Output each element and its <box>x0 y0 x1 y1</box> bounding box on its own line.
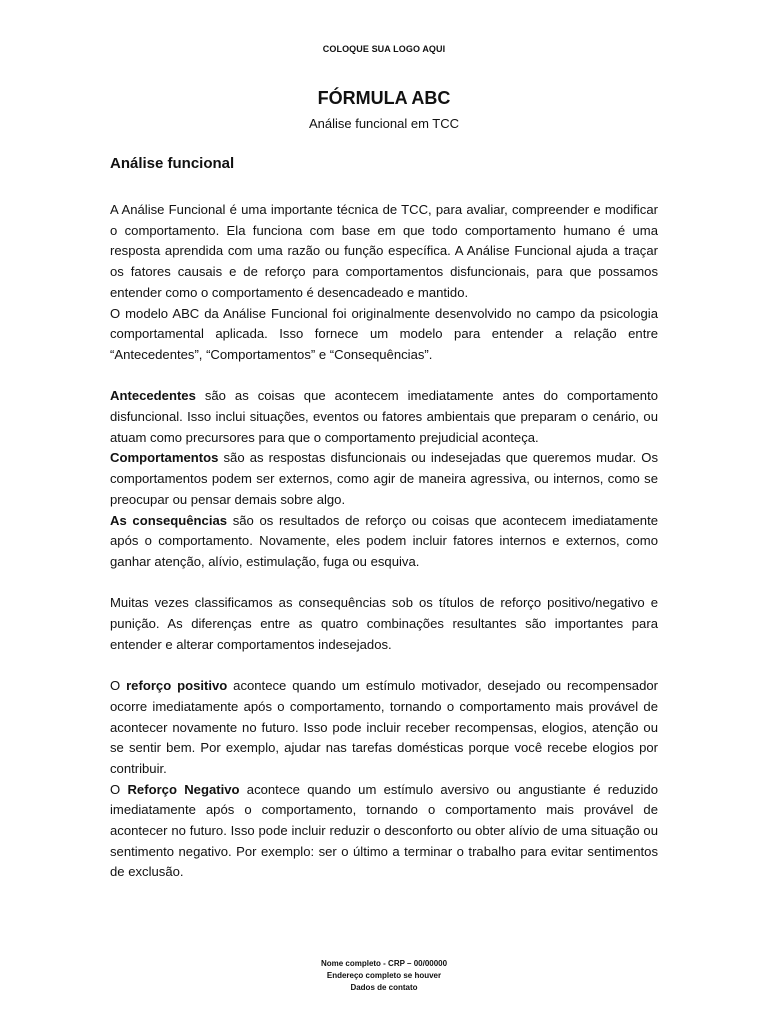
paragraph-intro: A Análise Funcional é uma importante técnica de TCC, para avaliar, compreender e modificar o comportamento. Ela funciona com base em que todo comportamento humano é uma resposta aprendida com uma razão ou função específica. A Análise Funcional ajuda a traçar os fatores causais e de reforço para comportamentos disfuncionais, para que possamos entender como o comportamento é desencadeado e mantido. <box>110 202 658 300</box>
term-comportamentos: Comportamentos <box>110 450 219 466</box>
paragraph-classificacao: Muitas vezes classificamos as consequências sob os títulos de reforço positivo/negativo e punição. As diferenças entre as quatro combinações resultantes são importantes para entender e alterar comportamentos indesejados. <box>110 595 658 652</box>
body-text <box>110 200 658 883</box>
logo-placeholder: COLOQUE SUA LOGO AQUI <box>322 44 446 54</box>
term-reforco-negativo: Reforço Negativo <box>127 781 240 797</box>
paragraph-reforco-positivo-text: acontece quando um estímulo motivador, desejado ou recompensador ocorre imediatamente após o comportamento, tornando o comportamento mais provável de acontecer novamente no futuro. Isso pode incluir receber recompensas, elogios, atenção ou se sentir bem. Por exemplo, ajudar nas tarefas domésticas porque você recebe elogios por contribuir. <box>110 678 658 776</box>
term-consequencias: As consequências <box>110 512 228 528</box>
term-reforco-positivo: reforço positivo <box>126 678 228 694</box>
paragraph-consequencias-text: são os resultados de reforço ou coisas que acontecem imediatamente após o comportamento. Novamente, eles podem incluir fatores internos e externos, como ganhar atenção, alívio, estimulação, fuga ou esquiva. <box>110 512 658 569</box>
paragraph-reforco-negativo-prefix: O <box>110 781 128 797</box>
paragraph-reforco-positivo <box>110 676 658 780</box>
paragraph-antecedentes <box>110 386 658 448</box>
page-subtitle: Análise funcional em TCC <box>308 116 460 131</box>
paragraph-reforco-negativo-text: acontece quando um estímulo aversivo ou angustiante é reduzido imediatamente após o comportamento, tornando o comportamento mais provável de acontecer no futuro. Isso pode incluir reduzir o desconforto ou obter alívio de uma situação ou sentimento negativo. Por exemplo: ser o último a terminar o trabalho para evitar sentimentos de exclusão. <box>110 781 658 880</box>
paragraph-reforco-negativo <box>110 780 658 884</box>
paragraph-comportamentos-text: são as respostas disfuncionais ou indesejadas que queremos mudar. Os comportamentos podem ser externos, como agir de maneira agressiva, ou internos, como se preocupar ou pensar demais sobre algo. <box>110 450 658 507</box>
paragraph-abc-model: O modelo ABC da Análise Funcional foi originalmente desenvolvido no campo da psicologia comportamental aplicada. Isso fornece um modelo para entender a relação entre “Antecedentes”, “Comportamentos” e “Consequências”. <box>110 305 658 362</box>
footer-name-crp: Nome completo - CRP – 00/00000 <box>320 959 448 968</box>
paragraph-reforco-positivo-prefix: O <box>110 678 127 694</box>
paragraph-comportamentos <box>110 448 658 510</box>
term-antecedentes: Antecedentes <box>110 388 196 404</box>
footer <box>0 958 768 994</box>
footer-address: Endereço completo se houver <box>326 971 442 980</box>
paragraph-consequencias <box>110 511 658 573</box>
page-title: FÓRMULA ABC <box>317 88 451 108</box>
section-heading: Análise funcional <box>110 155 235 172</box>
paragraph-antecedentes-text: são as coisas que acontecem imediatamente antes do comportamento disfuncional. Isso inclui situações, eventos ou fatores ambientais que preparam o cenário, ou atuam como precursores para que o comportamento prejudicial aconteça. <box>110 388 658 445</box>
footer-contact: Dados de contato <box>350 983 418 992</box>
